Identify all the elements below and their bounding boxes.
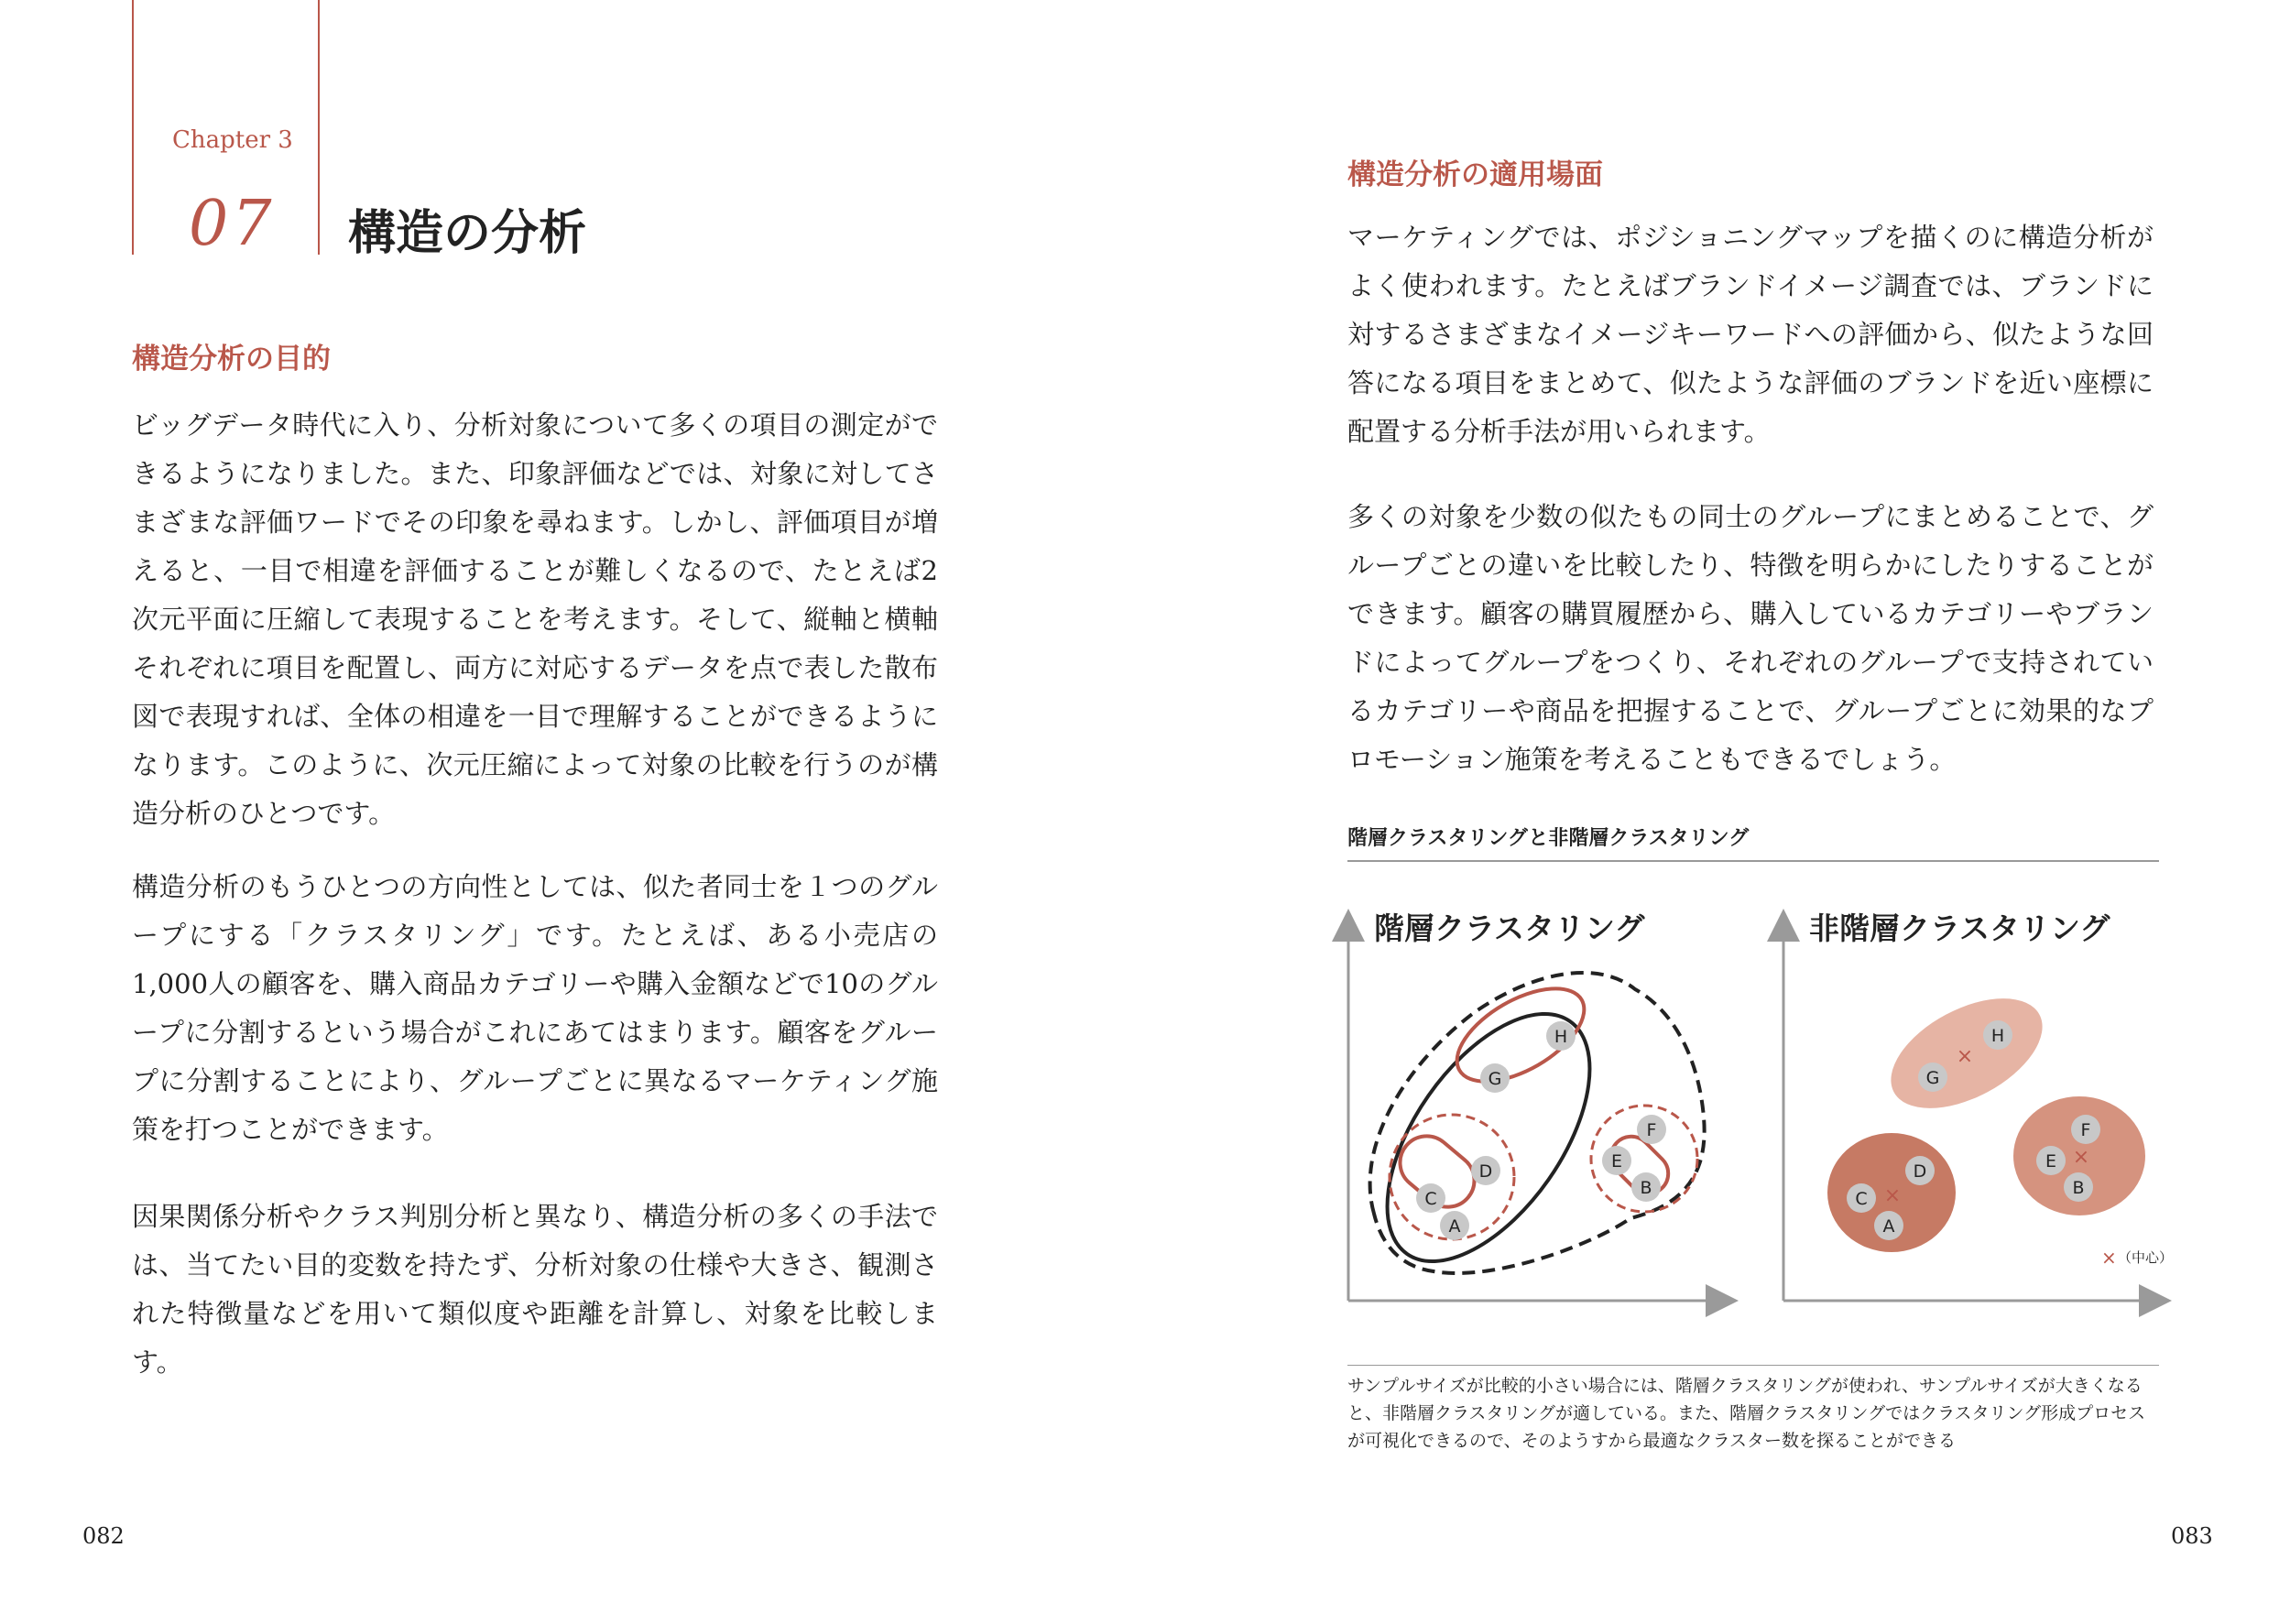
left-paragraph-1: ビッグデータ時代に入り、分析対象について多くの項目の測定ができるようになりました。また、印象評価などでは、対象に対してさまざまな評価ワードでその印象を尋ねます。しかし、評価項目が増えると、一目で相違を評価することが難しくなるので、たとえば2次元平面に圧縮して表現することを考えます。そして、縦軸と横軸それぞれに項目を配置し、両方に対応するデータを点で表した散布図で表現すれば、全体の相違を一目で理解することができるようになります。このように、次元圧縮によって対象の比較を行うのが構造分析のひとつです。 — [132, 409, 938, 829]
page-number-left: 082 — [82, 1523, 125, 1549]
point-g-2 — [1918, 1063, 1947, 1092]
chapter-number: 07 — [189, 188, 276, 260]
svg-text:C: C — [1424, 1189, 1437, 1209]
point-a-2 — [1874, 1211, 1903, 1240]
svg-text:G: G — [1925, 1068, 1940, 1088]
cluster-outline-gh — [1442, 970, 1598, 1101]
left-paragraph-3: 因果関係分析やクラス判別分析と異なり、構造分析の多くの手法では、当てたい目的変数を持たず、分析対象の仕様や大きさ、観測された特徴量などを用いて類似度や距離を計算し、対象を比較します。 — [132, 1201, 938, 1378]
svg-text:F: F — [1646, 1120, 1657, 1140]
point-a — [1440, 1211, 1469, 1240]
clustering-figure — [1337, 898, 2174, 1319]
non-hierarchical-panel — [1783, 910, 2173, 1301]
left-paragraph-2: 構造分析のもうひとつの方向性としては、似た者同士を１つのグループにする「クラスタリング」です。たとえば、ある小売店の1,000人の顧客を、購入商品カテゴリーや購入金額などで10のグループに分割するという場合がこれにあてはまります。顧客をグループに分割することにより、グループごとに異なるマーケティング施策を打つことができます。 — [132, 871, 938, 1145]
svg-text:D: D — [1913, 1161, 1927, 1182]
point-h-2 — [1983, 1020, 2012, 1050]
svg-text:H: H — [1990, 1026, 2005, 1046]
svg-text:B: B — [1640, 1178, 1652, 1198]
svg-text:E: E — [2045, 1151, 2057, 1172]
point-e-2 — [2036, 1146, 2066, 1175]
point-c-2 — [1847, 1183, 1876, 1213]
point-f-2 — [2071, 1115, 2100, 1144]
chapter-frame-line-left — [132, 0, 134, 255]
figure-title: 階層クラスタリングと非階層クラスタリング — [1347, 823, 2159, 862]
centroid-marker-acd: × — [1883, 1184, 1902, 1207]
centroid-marker-gh: × — [1956, 1045, 1974, 1068]
hierarchical-panel — [1347, 910, 1722, 1301]
point-b — [1631, 1172, 1661, 1202]
svg-text:F: F — [2080, 1120, 2091, 1140]
centroid-legend-label: （中心） — [2118, 1249, 2174, 1266]
point-b-2 — [2064, 1172, 2093, 1202]
point-d — [1471, 1156, 1500, 1185]
centroid-marker-bef: × — [2072, 1146, 2090, 1169]
chapter-label: Chapter 3 — [172, 126, 293, 154]
page-title: 構造の分析 — [348, 205, 587, 261]
svg-text:E: E — [1610, 1151, 1623, 1172]
page-number-right: 083 — [2171, 1523, 2213, 1549]
point-d-2 — [1905, 1156, 1935, 1185]
svg-text:C: C — [1855, 1189, 1868, 1209]
svg-text:B: B — [2072, 1178, 2085, 1198]
point-h — [1546, 1021, 1576, 1051]
section-heading-applications: 構造分析の適用場面 — [1347, 158, 1603, 191]
svg-text:H: H — [1554, 1027, 1568, 1047]
non-hierarchical-panel-title: 非階層クラスタリング — [1809, 910, 2110, 946]
point-c — [1416, 1183, 1445, 1213]
svg-text:A: A — [1882, 1216, 1895, 1237]
point-e — [1602, 1146, 1631, 1175]
centroid-legend-marker: × — [2101, 1247, 2117, 1269]
svg-text:D: D — [1478, 1161, 1493, 1182]
figure-caption: サンプルサイズが比較的小さい場合には、階層クラスタリングが使われ、サンプルサイズが大きくなると、非階層クラスタリングが適している。また、階層クラスタリングではクラスタリング形成プロセスが可視化できるので、そのようすから最適なクラスター数を探ることができる — [1347, 1376, 2146, 1451]
figure-caption-rule — [1347, 1365, 2159, 1366]
svg-text:A: A — [1448, 1216, 1461, 1237]
point-f — [1637, 1115, 1666, 1144]
hierarchical-panel-title: 階層クラスタリング — [1374, 910, 1645, 946]
right-paragraph-1: マーケティングでは、ポジショニングマップを描くのに構造分析がよく使われます。たとえばブランドイメージ調査では、ブランドに対するさまざまなイメージキーワードへの評価から、似たような回答になる項目をまとめて、似たような評価のブランドを近い座標に配置する分析手法が用いられます。 — [1347, 222, 2154, 447]
point-g — [1480, 1063, 1510, 1093]
section-heading-purpose: 構造分析の目的 — [132, 343, 331, 376]
chapter-frame-line-right — [318, 0, 320, 255]
right-paragraph-2: 多くの対象を少数の似たもの同士のグループにまとめることで、グループごとの違いを比較したり、特徴を明らかにしたりすることができます。顧客の購買履歴から、購入しているカテゴリーやブランドによってグループをつくり、それぞれのグループで支持されているカテゴリーや商品を把握することで、グループごとに効果的なプロモーション施策を考えることもできるでしょう。 — [1347, 501, 2154, 775]
svg-text:G: G — [1488, 1069, 1502, 1089]
